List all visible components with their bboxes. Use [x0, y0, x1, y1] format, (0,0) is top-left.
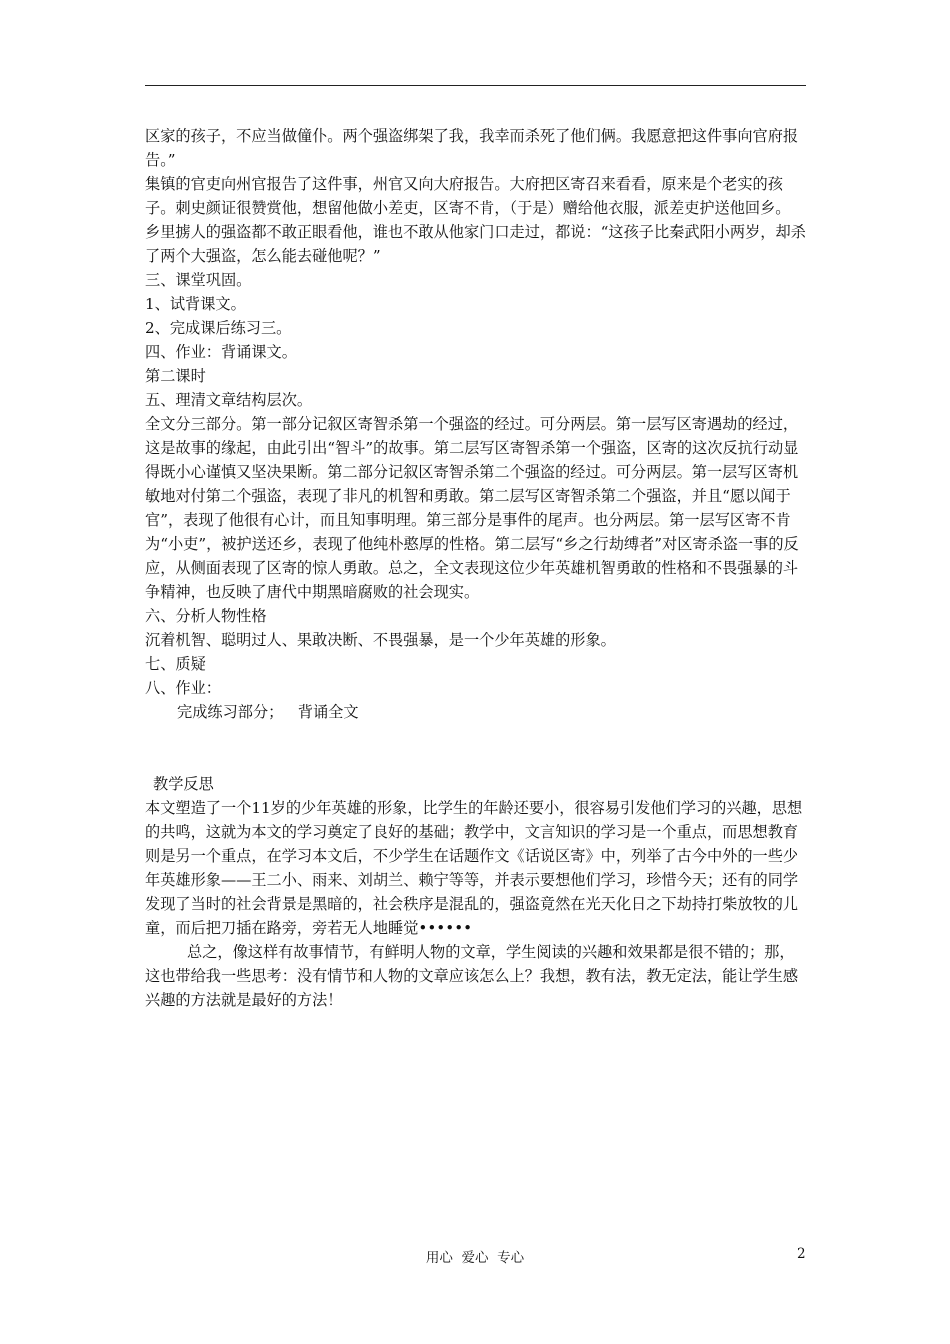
paragraph: 全文分三部分。第一部分记叙区寄智杀第一个强盗的经过。可分两层。第一层写区寄遇劫的经过，这是故事的缘起，由此引出“智斗”的故事。第二层写区寄智杀第一个强盗，区寄的这次反抗行动显得既小心谨慎又坚决果断。第二部分记叙区寄智杀第二个强盗的经过。可分两层。第一层写区寄机敏地对付第二个强盗，表现了非凡的机智和勇敢。第二层写区寄智杀第二个强盗，并且“愿以闻于官”，表现了他很有心计，而且知事明理。第三部分是事件的尾声。也分两层。第一层写区寄不肯为“小吏”，被护送还乡，表现了他纯朴憨厚的性格。第二层写“乡之行劫缚者”对区寄杀盗一事的反应，从侧面表现了区寄的惊人勇敢。总之，全文表现这位少年英雄机智勇敢的性格和不畏强暴的斗争精神，也反映了唐代中期黑暗腐败的社会现实。	[145, 415, 799, 601]
reflection-paragraph: 本文塑造了一个11岁的少年英雄的形象，比学生的年龄还要小，很容易引发他们学习的兴趣，思想的共鸣，这就为本文的学习奠定了良好的基础；教学中，文言知识的学习是一个重点，而思想教育则是另一个重点，在学习本文后，不少学生在话题作文《话说区寄》中，列举了古今中外的一些少年英雄形象——王二小、雨来、刘胡兰、赖宁等等，并表示要想他们学习，珍惜今天；还有的同学发现了当时的社会背景是黑暗的，社会秩序是混乱的，强盗竟然在光天化日之下劫持打柴放牧的儿童，而后把刀插在路旁，旁若无人地睡觉••••••	[145, 799, 803, 937]
page-number: 2	[797, 1246, 806, 1262]
section-heading: 六、分析人物性格	[145, 607, 267, 625]
paragraph: 沉着机智、聪明过人、果敢决断、不畏强暴，是一个少年英雄的形象。	[145, 631, 616, 649]
footer-motto: 用心 爱心 专心	[425, 1250, 525, 1266]
spacer	[145, 724, 807, 772]
list-item: 1、试背课文。	[145, 295, 246, 313]
header-rule	[145, 85, 806, 86]
section-heading: 四、作业：背诵课文。	[145, 343, 297, 361]
paragraph: 区家的孩子，不应当做僮仆。两个强盗绑架了我，我幸而杀死了他们俩。我愿意把这件事向官府报告。”	[145, 127, 799, 169]
section-heading: 五、理清文章结构层次。	[145, 391, 313, 409]
list-item: 2、完成课后练习三。	[145, 319, 292, 337]
section-heading: 七、质疑	[145, 655, 206, 673]
homework-line: 完成练习部分； 背诵全文	[177, 703, 359, 721]
document-body	[145, 124, 807, 1012]
paragraph: 乡里掳人的强盗都不敢正眼看他，谁也不敢从他家门口走过，都说：“这孩子比秦武阳小两岁，却杀了两个大强盗，怎么能去碰他呢？”	[145, 223, 806, 265]
reflection-title: 教学反思	[153, 775, 214, 793]
lesson-heading: 第二课时	[145, 367, 206, 385]
reflection-paragraph: 总之，像这样有故事情节，有鲜明人物的文章，学生阅读的兴趣和效果都是很不错的；那，这也带给我一些思考：没有情节和人物的文章应该怎么上？我想，教有法，教无定法，能让学生感兴趣的方法就是最好的方法！	[145, 943, 799, 1009]
paragraph: 集镇的官吏向州官报告了这件事，州官又向大府报告。大府把区寄召来看看，原来是个老实的孩子。刺史颜证很赞赏他，想留他做小差吏，区寄不肯，（于是）赠给他衣服，派差吏护送他回乡。	[145, 175, 791, 217]
section-heading: 三、课堂巩固。	[145, 271, 252, 289]
section-heading: 八、作业：	[145, 679, 221, 697]
